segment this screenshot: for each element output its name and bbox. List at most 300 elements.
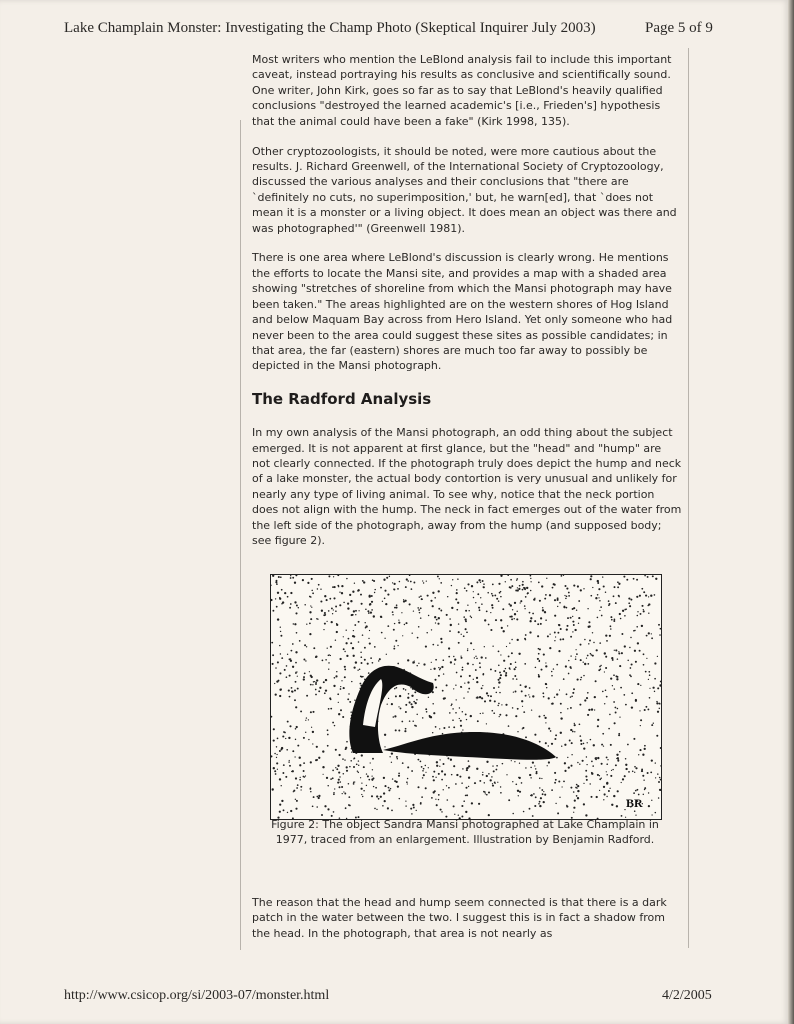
stipple-dot — [289, 607, 291, 609]
stipple-dot — [457, 602, 459, 604]
stipple-dot — [517, 790, 519, 792]
stipple-dot — [500, 786, 501, 787]
stipple-dot — [573, 812, 574, 813]
stipple-dot — [525, 634, 527, 636]
stipple-dot — [471, 802, 473, 804]
stipple-dot — [394, 715, 396, 717]
stipple-dot — [368, 672, 370, 674]
stipple-dot — [338, 772, 340, 774]
stipple-dot — [583, 662, 584, 663]
stipple-dot — [608, 604, 610, 606]
stipple-dot — [271, 642, 273, 644]
stipple-dot — [633, 578, 635, 580]
stipple-dot — [423, 768, 425, 770]
stipple-dot — [478, 803, 480, 805]
stipple-dot — [492, 765, 493, 766]
stipple-dot — [653, 723, 654, 724]
stipple-dot — [556, 693, 558, 695]
stipple-dot — [546, 578, 547, 579]
stipple-dot — [467, 681, 469, 683]
stipple-dot — [599, 642, 601, 644]
stipple-dot — [375, 787, 377, 789]
stipple-dot — [306, 695, 308, 697]
stipple-dot — [585, 770, 587, 772]
stipple-dot — [407, 697, 409, 699]
stipple-dot — [461, 805, 463, 807]
stipple-dot — [519, 585, 521, 587]
stipple-dot — [452, 579, 453, 580]
stipple-dot — [529, 696, 530, 697]
stipple-dot — [543, 654, 545, 656]
stipple-dot — [604, 671, 605, 672]
stipple-dot — [431, 797, 433, 799]
stipple-dot — [637, 611, 638, 612]
stipple-dot — [368, 779, 370, 781]
stipple-dot — [395, 695, 397, 697]
stipple-dot — [295, 662, 297, 664]
stipple-dot — [485, 793, 486, 794]
stipple-dot — [575, 656, 576, 657]
stipple-dot — [281, 785, 282, 786]
stipple-dot — [473, 649, 474, 650]
stipple-dot — [446, 785, 447, 786]
stipple-dot — [367, 610, 369, 612]
stipple-dot — [399, 695, 401, 697]
stipple-dot — [516, 618, 518, 620]
stipple-dot — [387, 807, 389, 809]
stipple-dot — [290, 575, 291, 576]
stipple-dot — [465, 620, 467, 622]
stipple-dot — [498, 681, 500, 683]
stipple-dot — [463, 697, 464, 698]
stipple-dot — [443, 789, 444, 790]
artist-initials: BR — [626, 796, 643, 810]
stipple-dot — [660, 628, 661, 630]
stipple-dot — [276, 757, 277, 758]
stipple-dot — [520, 602, 521, 603]
stipple-dot — [423, 774, 425, 776]
stipple-dot — [448, 647, 450, 649]
stipple-dot — [594, 696, 596, 698]
stipple-dot — [442, 690, 444, 692]
stipple-dot — [348, 796, 350, 798]
stipple-dot — [373, 786, 374, 787]
stipple-dot — [609, 788, 610, 789]
stipple-dot — [273, 740, 275, 742]
stipple-dot — [421, 598, 423, 600]
stipple-dot — [391, 752, 393, 754]
stipple-dot — [463, 635, 465, 637]
stipple-dot — [407, 580, 409, 582]
stipple-dot — [376, 795, 378, 797]
stipple-dot — [440, 610, 442, 612]
stipple-dot — [566, 693, 568, 695]
stipple-dot — [608, 790, 610, 792]
stipple-dot — [353, 766, 355, 768]
stipple-dot — [276, 680, 278, 682]
stipple-dot — [576, 795, 578, 797]
stipple-dot — [405, 711, 407, 713]
stipple-dot — [656, 702, 658, 704]
stipple-dot — [558, 780, 560, 782]
stipple-dot — [358, 772, 359, 773]
stipple-dot — [416, 810, 417, 811]
stipple-dot — [505, 714, 507, 716]
stipple-dot — [516, 578, 518, 580]
stipple-dot — [599, 790, 600, 791]
stipple-dot — [580, 589, 582, 591]
stipple-dot — [636, 596, 638, 598]
stipple-dot — [305, 775, 306, 776]
stipple-dot — [642, 754, 644, 756]
stipple-dot — [285, 776, 287, 778]
stipple-dot — [468, 688, 470, 690]
stipple-dot — [350, 760, 352, 762]
stipple-dot — [272, 663, 274, 665]
stipple-dot — [344, 651, 345, 652]
stipple-dot — [318, 690, 320, 692]
stipple-dot — [412, 804, 414, 806]
stipple-dot — [371, 595, 373, 597]
stipple-dot — [612, 685, 613, 686]
stipple-dot — [644, 748, 646, 750]
stipple-dot — [304, 644, 306, 646]
stipple-dot — [500, 596, 502, 598]
stipple-dot — [577, 679, 579, 681]
stipple-dot — [436, 761, 438, 763]
stipple-dot — [500, 792, 502, 794]
stipple-dot — [591, 654, 593, 656]
stipple-dot — [444, 773, 446, 775]
stipple-dot — [434, 790, 436, 792]
stipple-dot — [554, 640, 555, 641]
stipple-dot — [344, 668, 346, 670]
stipple-dot — [617, 759, 619, 761]
stipple-dot — [289, 675, 291, 677]
stipple-dot — [286, 665, 288, 667]
stipple-dot — [611, 770, 612, 771]
stipple-dot — [586, 764, 587, 765]
stipple-dot — [420, 607, 422, 609]
stipple-dot — [485, 657, 487, 659]
stipple-dot — [511, 760, 512, 761]
stipple-dot — [466, 769, 468, 771]
stipple-dot — [570, 765, 572, 767]
stipple-dot — [625, 758, 627, 760]
stipple-dot — [579, 723, 581, 725]
stipple-dot — [303, 678, 305, 680]
stipple-dot — [628, 598, 630, 600]
stipple-dot — [393, 583, 395, 585]
stipple-dot — [327, 648, 328, 649]
stipple-dot — [438, 667, 439, 668]
stipple-dot — [517, 587, 518, 588]
stipple-dot — [292, 643, 294, 645]
stipple-dot — [280, 576, 282, 578]
stipple-dot — [479, 780, 481, 782]
stipple-dot — [305, 720, 306, 721]
figure-caption: Figure 2: The object Sandra Mansi photographed at Lake Champlain in 1977, traced from an enlargement. Illustration by Benjamin Radford. — [271, 818, 659, 847]
stipple-dot — [467, 691, 468, 692]
stipple-dot — [326, 599, 328, 601]
stipple-dot — [520, 600, 522, 602]
stipple-dot — [498, 651, 500, 653]
stipple-dot — [509, 643, 510, 644]
stipple-dot — [286, 749, 288, 751]
stipple-dot — [321, 814, 323, 816]
stipple-dot — [349, 805, 351, 807]
stipple-dot — [473, 679, 474, 680]
stipple-dot — [365, 625, 367, 627]
stipple-dot — [371, 795, 373, 797]
stipple-dot — [371, 601, 373, 603]
stipple-dot — [597, 725, 599, 727]
stipple-dot — [538, 715, 540, 717]
water-stipple-dots — [271, 575, 661, 819]
stipple-dot — [512, 707, 514, 709]
stipple-dot — [395, 729, 397, 731]
stipple-dot — [398, 775, 400, 777]
stipple-dot — [563, 606, 565, 608]
stipple-dot — [658, 624, 660, 626]
stipple-dot — [369, 630, 370, 631]
stipple-dot — [336, 768, 338, 770]
stipple-dot — [455, 712, 457, 714]
paragraph-leblond-caveat: Most writers who mention the LeBlond analysis fail to include this important caveat, instead portraying his results as conclusive and scientifically sound. One writer, John Kirk, goes so far as to say that LeBlond's heavily qualified conclusions "destroyed the learned academic's [i.e., Frieden's] hypothesis that the animal could have been a fake" (Kirk 1998, 135). — [252, 53, 672, 128]
stipple-dot — [353, 783, 355, 785]
stipple-dot — [312, 684, 313, 685]
stipple-dot — [449, 630, 451, 632]
stipple-dot — [330, 708, 332, 710]
stipple-dot — [473, 591, 474, 592]
stipple-dot — [414, 660, 415, 661]
stipple-dot — [651, 759, 653, 761]
stipple-dot — [625, 768, 627, 770]
stipple-dot — [480, 582, 481, 583]
stipple-dot — [451, 607, 453, 609]
stipple-dot — [486, 775, 488, 777]
stipple-dot — [636, 626, 638, 628]
stipple-dot — [399, 798, 400, 799]
stipple-dot — [405, 704, 407, 706]
section-heading-radford: The Radford Analysis — [252, 389, 432, 408]
stipple-dot — [605, 592, 606, 593]
stipple-dot — [567, 708, 568, 709]
stipple-dot — [354, 624, 356, 626]
stipple-dot — [565, 665, 567, 667]
stipple-dot — [499, 677, 501, 679]
stipple-dot — [535, 796, 537, 798]
stipple-dot — [459, 776, 461, 778]
stipple-dot — [373, 615, 375, 617]
stipple-dot — [332, 613, 333, 614]
stipple-dot — [572, 608, 574, 610]
stipple-dot — [648, 632, 650, 634]
stipple-dot — [455, 783, 457, 785]
stipple-dot — [349, 594, 351, 596]
stipple-dot — [612, 659, 614, 661]
stipple-dot — [618, 651, 619, 652]
stipple-dot — [608, 600, 610, 602]
stipple-dot — [625, 704, 627, 706]
stipple-dot — [546, 687, 547, 688]
stipple-dot — [276, 606, 278, 608]
stipple-dot — [503, 670, 505, 672]
stipple-dot — [312, 711, 314, 713]
stipple-dot — [525, 639, 526, 640]
stipple-dot — [412, 721, 413, 722]
stipple-dot — [655, 578, 657, 580]
stipple-dot — [453, 765, 455, 767]
stipple-dot — [619, 751, 620, 752]
stipple-dot — [405, 689, 407, 691]
stipple-dot — [657, 656, 658, 657]
stipple-dot — [466, 719, 467, 720]
stipple-dot — [374, 589, 375, 590]
stipple-dot — [659, 703, 661, 705]
stipple-dot — [494, 670, 496, 672]
stipple-dot — [295, 575, 297, 576]
stipple-dot — [371, 609, 373, 611]
stipple-dot — [340, 709, 342, 711]
stipple-dot — [501, 704, 502, 705]
stipple-dot — [584, 639, 586, 641]
stipple-dot — [610, 678, 612, 680]
stipple-dot — [488, 695, 490, 697]
stipple-dot — [354, 781, 355, 782]
stipple-dot — [355, 661, 357, 663]
stipple-dot — [464, 682, 465, 683]
stipple-dot — [650, 771, 652, 773]
stipple-dot — [353, 630, 354, 631]
stipple-dot — [437, 623, 439, 625]
stipple-dot — [340, 686, 341, 687]
stipple-dot — [487, 592, 489, 594]
stipple-dot — [621, 782, 622, 783]
stipple-dot — [465, 713, 467, 715]
stipple-dot — [568, 595, 570, 597]
stipple-dot — [438, 799, 439, 800]
stipple-dot — [394, 623, 395, 624]
stipple-dot — [599, 666, 601, 668]
stipple-dot — [651, 814, 652, 815]
stipple-dot — [328, 669, 329, 670]
stipple-dot — [416, 699, 418, 701]
stipple-dot — [335, 675, 337, 677]
stipple-dot — [277, 618, 279, 620]
stipple-dot — [412, 633, 413, 634]
stipple-dot — [610, 744, 612, 746]
stipple-dot — [435, 659, 437, 661]
stipple-dot — [435, 799, 436, 800]
stipple-dot — [634, 766, 636, 768]
stipple-dot — [366, 773, 367, 774]
stipple-dot — [299, 779, 301, 781]
stipple-dot — [648, 679, 649, 680]
stipple-dot — [471, 585, 473, 587]
stipple-dot — [274, 753, 276, 755]
stipple-dot — [295, 681, 297, 683]
stipple-dot — [343, 636, 344, 637]
stipple-dot — [327, 745, 329, 747]
stipple-dot — [346, 630, 347, 631]
stipple-dot — [528, 694, 529, 695]
stipple-dot — [358, 610, 359, 611]
stipple-dot — [336, 671, 337, 672]
stipple-dot — [411, 706, 413, 708]
stipple-dot — [606, 763, 608, 765]
stipple-dot — [618, 652, 620, 654]
stipple-dot — [458, 631, 460, 633]
stipple-dot — [453, 688, 454, 689]
stipple-dot — [492, 607, 494, 609]
stipple-dot — [596, 796, 598, 798]
stipple-dot — [292, 577, 294, 579]
stipple-dot — [419, 596, 420, 597]
stipple-dot — [624, 609, 626, 611]
stipple-dot — [542, 607, 543, 608]
stipple-dot — [476, 768, 478, 770]
stipple-dot — [414, 691, 416, 693]
stipple-dot — [404, 624, 405, 625]
stipple-dot — [568, 766, 570, 768]
stipple-dot — [384, 746, 385, 747]
stipple-drawing — [271, 575, 661, 819]
stipple-dot — [386, 654, 387, 655]
stipple-dot — [456, 589, 458, 591]
stipple-dot — [279, 804, 281, 806]
stipple-dot — [503, 660, 505, 662]
stipple-dot — [639, 595, 641, 597]
stipple-dot — [354, 583, 355, 584]
stipple-dot — [389, 756, 390, 757]
stipple-dot — [365, 622, 366, 623]
stipple-dot — [432, 703, 434, 705]
stipple-dot — [281, 657, 283, 659]
stipple-dot — [358, 760, 359, 761]
stipple-dot — [346, 766, 348, 768]
stipple-dot — [551, 671, 553, 673]
stipple-dot — [542, 692, 544, 694]
stipple-dot — [523, 711, 525, 713]
stipple-dot — [387, 704, 388, 705]
stipple-dot — [577, 790, 579, 792]
stipple-dot — [654, 691, 655, 692]
stipple-dot — [435, 777, 436, 778]
stipple-dot — [530, 575, 532, 577]
stipple-dot — [276, 754, 277, 755]
stipple-dot — [603, 799, 604, 800]
stipple-dot — [651, 724, 653, 726]
stipple-dot — [316, 679, 318, 681]
stipple-dot — [624, 775, 626, 777]
stipple-dot — [428, 767, 429, 768]
stipple-dot — [341, 680, 342, 681]
stipple-dot — [396, 687, 398, 689]
stipple-dot — [498, 600, 500, 602]
stipple-dot — [453, 656, 454, 657]
stipple-dot — [466, 794, 468, 796]
stipple-dot — [540, 797, 542, 799]
stipple-dot — [481, 603, 483, 605]
stipple-dot — [394, 780, 396, 782]
stipple-dot — [357, 670, 358, 671]
stipple-dot — [545, 722, 546, 723]
stipple-dot — [410, 703, 412, 705]
stipple-dot — [497, 782, 498, 783]
stipple-dot — [583, 588, 584, 589]
stipple-dot — [529, 612, 531, 614]
